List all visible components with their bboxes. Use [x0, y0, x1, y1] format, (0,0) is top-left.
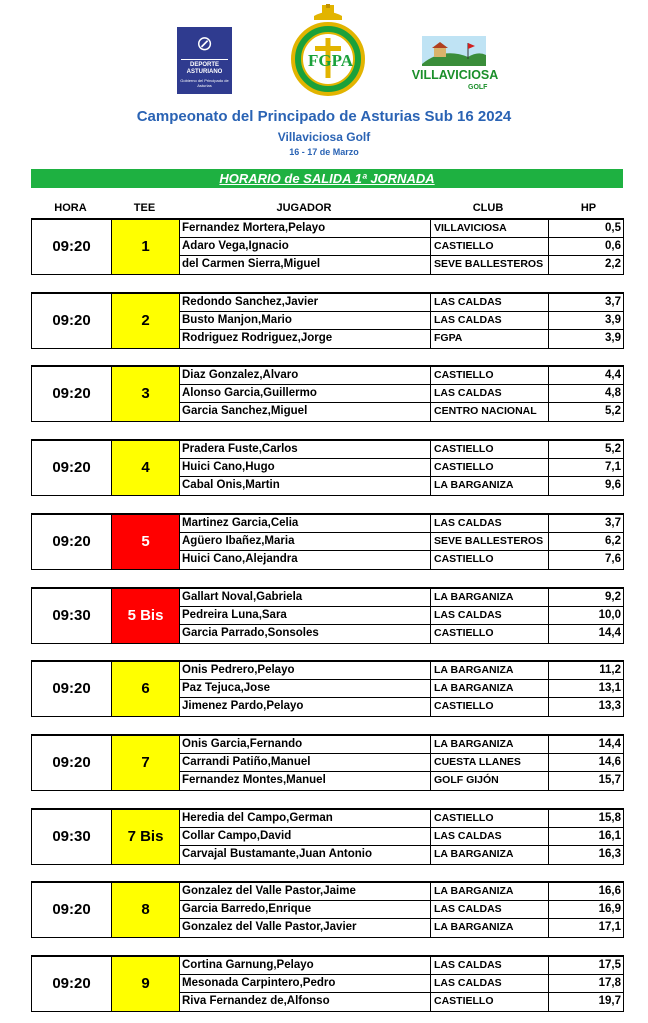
player-name: Fernandez Montes,Manuel — [182, 774, 326, 786]
player-handicap: 17,1 — [548, 919, 623, 937]
player-row — [180, 220, 623, 238]
player-handicap: 5,2 — [548, 441, 623, 459]
player-row — [180, 367, 623, 385]
player-club: LA BARGANIZA — [430, 919, 548, 937]
player-name: Garcia Parrado,Sonsoles — [182, 627, 319, 639]
player-row — [180, 975, 623, 993]
player-row — [180, 810, 623, 828]
player-club: LAS CALDAS — [430, 312, 548, 330]
tee-group — [31, 292, 624, 349]
player-name: Jimenez Pardo,Pelayo — [182, 700, 304, 712]
player-handicap: 7,1 — [548, 459, 623, 477]
player-club: LAS CALDAS — [430, 294, 548, 312]
player-handicap: 7,6 — [548, 551, 623, 569]
tee-time: 09:20 — [32, 662, 112, 716]
player-club: LA BARGANIZA — [430, 589, 548, 607]
player-club: LAS CALDAS — [430, 957, 548, 975]
player-row — [180, 515, 623, 533]
player-handicap: 4,4 — [548, 367, 623, 385]
tee-time: 09:20 — [32, 736, 112, 790]
player-handicap: 14,4 — [548, 625, 623, 643]
tee-number: 4 — [112, 441, 180, 495]
tee-number: 5 — [112, 515, 180, 569]
player-row — [180, 772, 623, 790]
player-name: Adaro Vega,Ignacio — [182, 240, 289, 252]
player-name: Cortina Garnung,Pelayo — [182, 959, 314, 971]
player-handicap: 19,7 — [548, 993, 623, 1011]
player-handicap: 0,5 — [548, 220, 623, 238]
player-row — [180, 901, 623, 919]
player-club: LA BARGANIZA — [430, 680, 548, 698]
col-club: CLUB — [472, 202, 504, 214]
tee-number: 6 — [112, 662, 180, 716]
tee-time: 09:20 — [32, 515, 112, 569]
tee-time: 09:20 — [32, 220, 112, 274]
player-row — [180, 919, 623, 937]
player-name: Heredia del Campo,German — [182, 812, 333, 824]
villaviciosa-logo-text: VILLAVICIOSA — [411, 68, 499, 82]
player-row — [180, 459, 623, 477]
player-name: Riva Fernandez de,Alfonso — [182, 995, 330, 1007]
tee-time: 09:30 — [32, 589, 112, 643]
player-name: Onis Garcia,Fernando — [182, 738, 303, 750]
player-handicap: 11,2 — [548, 662, 623, 680]
player-club: CASTIELLO — [430, 698, 548, 716]
player-name: Martinez Garcia,Celia — [182, 517, 299, 529]
player-name: Garcia Sanchez,Miguel — [182, 405, 308, 417]
player-name: Garcia Barredo,Enrique — [182, 903, 312, 915]
player-handicap: 3,7 — [548, 294, 623, 312]
player-handicap: 16,3 — [548, 846, 623, 864]
fgpa-logo — [289, 4, 367, 96]
villaviciosa-logo-subtext: GOLF — [468, 84, 488, 91]
player-handicap: 16,1 — [548, 828, 623, 846]
player-row — [180, 330, 623, 348]
player-club: GOLF GIJÓN — [430, 772, 548, 790]
tee-group — [31, 218, 624, 275]
player-club: CASTIELLO — [430, 459, 548, 477]
player-name: Paz Tejuca,Jose — [182, 682, 270, 694]
player-name: Onis Pedrero,Pelayo — [182, 664, 295, 676]
player-row — [180, 589, 623, 607]
deporte-logo-subtext: Gobierno del Principado de Asturias — [180, 78, 229, 88]
player-club: LA BARGANIZA — [430, 662, 548, 680]
player-handicap: 13,3 — [548, 698, 623, 716]
player-name: Gonzalez del Valle Pastor,Jaime — [182, 885, 356, 897]
player-row — [180, 846, 623, 864]
player-name: Cabal Onis,Martin — [182, 479, 280, 491]
player-handicap: 6,2 — [548, 533, 623, 551]
tee-number: 5 Bis — [112, 589, 180, 643]
player-club: CASTIELLO — [430, 625, 548, 643]
player-club: SEVE BALLESTEROS — [430, 533, 548, 551]
player-handicap: 5,2 — [548, 403, 623, 421]
player-club: CENTRO NACIONAL — [430, 403, 548, 421]
player-name: Rodriguez Rodriguez,Jorge — [182, 332, 333, 344]
player-row — [180, 625, 623, 643]
player-name: Gallart Noval,Gabriela — [182, 591, 303, 603]
player-club: LAS CALDAS — [430, 515, 548, 533]
player-name: Agüero Ibañez,Maria — [182, 535, 295, 547]
player-club: LAS CALDAS — [430, 828, 548, 846]
player-handicap: 3,9 — [548, 330, 623, 348]
player-handicap: 2,2 — [548, 256, 623, 274]
tee-time: 09:20 — [32, 294, 112, 348]
tee-time: 09:20 — [32, 441, 112, 495]
tee-group — [31, 660, 624, 717]
tee-time: 09:30 — [32, 810, 112, 864]
player-name: Collar Campo,David — [182, 830, 292, 842]
player-row — [180, 385, 623, 403]
player-row — [180, 754, 623, 772]
player-club: LA BARGANIZA — [430, 883, 548, 901]
player-club: LAS CALDAS — [430, 607, 548, 625]
player-club: CUESTA LLANES — [430, 754, 548, 772]
venue-name: Villaviciosa Golf — [277, 130, 371, 144]
player-handicap: 17,8 — [548, 975, 623, 993]
col-jugador: JUGADOR — [276, 202, 332, 214]
schedule-banner: HORARIO de SALIDA 1ª JORNADA — [31, 169, 623, 188]
player-row — [180, 256, 623, 274]
player-row — [180, 238, 623, 256]
player-row — [180, 312, 623, 330]
player-row — [180, 662, 623, 680]
player-row — [180, 680, 623, 698]
player-row — [180, 883, 623, 901]
player-name: Carrandi Patiño,Manuel — [182, 756, 311, 768]
player-name: Carvajal Bustamante,Juan Antonio — [182, 848, 373, 860]
player-name: Pradera Fuste,Carlos — [182, 443, 298, 455]
deporte-asturiano-logo — [177, 27, 232, 94]
player-row — [180, 957, 623, 975]
player-handicap: 0,6 — [548, 238, 623, 256]
player-handicap: 10,0 — [548, 607, 623, 625]
player-name: Busto Manjon,Mario — [182, 314, 292, 326]
col-hora: HORA — [54, 202, 87, 214]
player-club: LA BARGANIZA — [430, 736, 548, 754]
player-handicap: 9,2 — [548, 589, 623, 607]
player-club: CASTIELLO — [430, 367, 548, 385]
player-club: CASTIELLO — [430, 810, 548, 828]
player-name: Alonso Garcia,Guillermo — [182, 387, 317, 399]
player-name: del Carmen Sierra,Miguel — [182, 258, 321, 270]
player-club: CASTIELLO — [430, 441, 548, 459]
tee-group — [31, 439, 624, 496]
player-club: SEVE BALLESTEROS — [430, 256, 548, 274]
player-handicap: 16,6 — [548, 883, 623, 901]
player-handicap: 16,9 — [548, 901, 623, 919]
player-club: CASTIELLO — [430, 238, 548, 256]
tee-number: 2 — [112, 294, 180, 348]
column-headers — [31, 202, 623, 218]
player-row — [180, 993, 623, 1011]
tee-group — [31, 513, 624, 570]
player-row — [180, 551, 623, 569]
deporte-logo-text: DEPORTE ASTURIANO — [181, 59, 228, 76]
player-handicap: 15,8 — [548, 810, 623, 828]
player-name: Mesonada Carpintero,Pedro — [182, 977, 336, 989]
tee-number: 1 — [112, 220, 180, 274]
tee-group — [31, 734, 624, 791]
player-club: LAS CALDAS — [430, 901, 548, 919]
player-name: Gonzalez del Valle Pastor,Javier — [182, 921, 357, 933]
tee-number: 7 — [112, 736, 180, 790]
player-club: CASTIELLO — [430, 993, 548, 1011]
player-name: Huici Cano,Alejandra — [182, 553, 298, 565]
tee-time: 09:20 — [32, 957, 112, 1011]
tee-number: 7 Bis — [112, 810, 180, 864]
tee-time: 09:20 — [32, 367, 112, 421]
player-handicap: 13,1 — [548, 680, 623, 698]
tee-time: 09:20 — [32, 883, 112, 937]
player-name: Huici Cano,Hugo — [182, 461, 275, 473]
player-row — [180, 698, 623, 716]
player-row — [180, 477, 623, 495]
page-title: Campeonato del Principado de Asturias Sub 16 2024 — [136, 108, 512, 125]
tee-number: 8 — [112, 883, 180, 937]
player-row — [180, 828, 623, 846]
page-header — [0, 0, 648, 186]
player-handicap: 17,5 — [548, 957, 623, 975]
tee-group — [31, 587, 624, 644]
player-club: CASTIELLO — [430, 551, 548, 569]
player-club: LAS CALDAS — [430, 385, 548, 403]
tee-group — [31, 808, 624, 865]
player-club: LA BARGANIZA — [430, 477, 548, 495]
tee-group — [31, 365, 624, 422]
player-handicap: 14,4 — [548, 736, 623, 754]
fgpa-logo-text: FGPA — [308, 51, 354, 70]
player-club: LAS CALDAS — [430, 975, 548, 993]
player-handicap: 15,7 — [548, 772, 623, 790]
player-row — [180, 736, 623, 754]
player-row — [180, 533, 623, 551]
player-row — [180, 607, 623, 625]
player-name: Pedreira Luna,Sara — [182, 609, 287, 621]
tee-number: 9 — [112, 957, 180, 1011]
player-name: Diaz Gonzalez,Alvaro — [182, 369, 299, 381]
deporte-emblem-icon: ⊘ — [196, 33, 213, 55]
player-row — [180, 294, 623, 312]
player-row — [180, 403, 623, 421]
player-handicap: 4,8 — [548, 385, 623, 403]
player-row — [180, 441, 623, 459]
villaviciosa-golf-logo — [408, 31, 502, 93]
col-hp: HP — [580, 202, 597, 214]
tee-group — [31, 881, 624, 938]
tee-group — [31, 955, 624, 1012]
tee-number: 3 — [112, 367, 180, 421]
col-tee: TEE — [133, 202, 156, 214]
player-club: LA BARGANIZA — [430, 846, 548, 864]
player-club: VILLAVICIOSA — [430, 220, 548, 238]
player-handicap: 9,6 — [548, 477, 623, 495]
player-handicap: 3,9 — [548, 312, 623, 330]
player-handicap: 3,7 — [548, 515, 623, 533]
event-dates: 16 - 17 de Marzo — [289, 147, 359, 157]
player-handicap: 14,6 — [548, 754, 623, 772]
player-name: Redondo Sanchez,Javier — [182, 296, 319, 308]
player-club: FGPA — [430, 330, 548, 348]
player-name: Fernandez Mortera,Pelayo — [182, 222, 326, 234]
